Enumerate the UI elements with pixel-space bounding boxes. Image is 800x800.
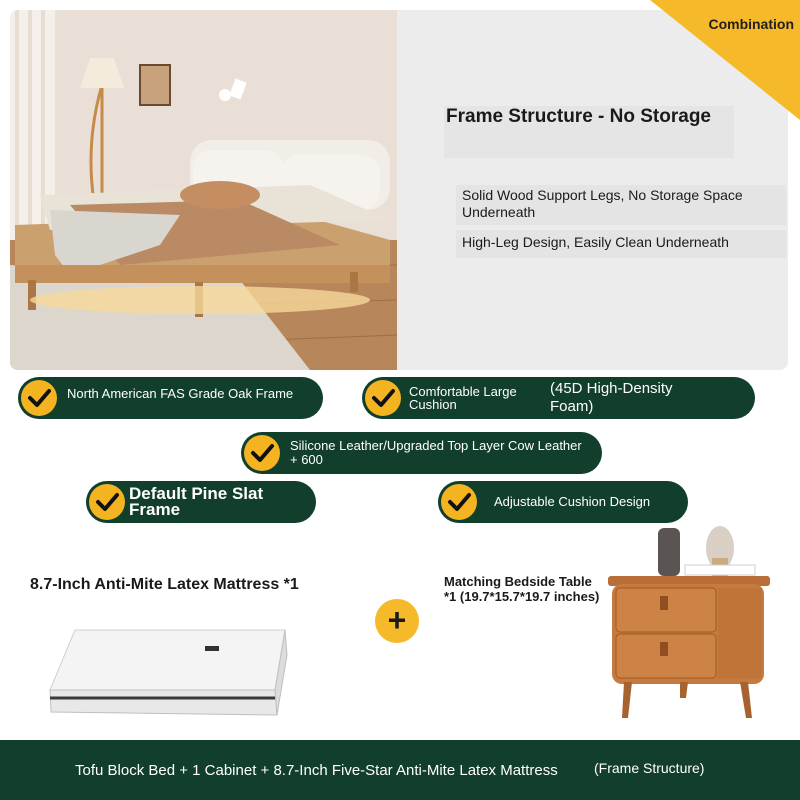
feature-label: North American FAS Grade Oak Frame [67,386,294,401]
footer-combination-text: Tofu Block Bed + 1 Cabinet + 8.7-Inch Five-Star Anti-Mite Latex Mattress [75,762,558,779]
feature-label: Adjustable Cushion Design [494,494,651,509]
feature-label: Comfortable Large Cushion [409,384,517,412]
bedside-table-image [600,518,780,728]
feature-pill-adjustable [438,481,688,523]
mattress-image [45,620,295,732]
checkmark-icon [89,484,125,520]
footer-bar [0,740,800,800]
bed-room-photo [10,10,397,370]
checkmark-icon [21,380,57,416]
plus-icon: + [375,599,419,643]
mattress-title: 8.7-Inch Anti-Mite Latex Mattress *1 [30,576,299,593]
feature-pill-oak-frame [18,377,323,419]
checkmark-icon [441,484,477,520]
footer-frame-structure-text: (Frame Structure) [594,760,705,776]
feature-label: Silicone Leather/Upgraded Top Layer Cow Leather + 600 [290,438,582,467]
checkmark-icon [365,380,401,416]
feature-note: (45D High-Density Foam) [550,380,673,415]
spec-item-high-leg: High-Leg Design, Easily Clean Underneath [456,230,786,258]
feature-pill-leather [241,432,602,474]
bedside-table-title: Matching Bedside Table *1 (19.7*15.7*19.7 inches) [444,574,600,604]
spec-item-support-legs: Solid Wood Support Legs, No Storage Space Underneath [456,185,786,225]
feature-pill-cushion [362,377,755,419]
combination-label: Combination [708,16,794,32]
feature-pill-pine-slat [86,481,316,523]
feature-label: Default Pine Slat Frame [129,484,264,519]
checkmark-icon [244,435,280,471]
frame-structure-title: Frame Structure - No Storage [444,106,734,158]
